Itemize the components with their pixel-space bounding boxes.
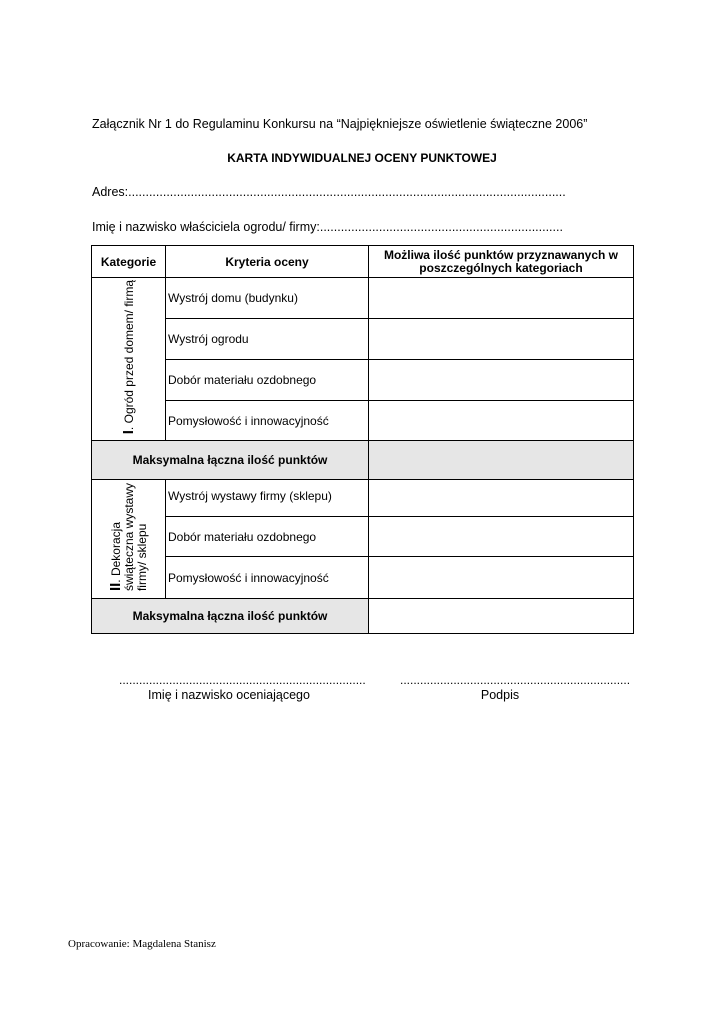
address-field: Adres:.............................................................................................................................. xyxy=(92,185,566,199)
summary-points-cell[interactable] xyxy=(369,441,634,480)
summary-label: Maksymalna łączna ilość punktów xyxy=(92,599,369,634)
signature-line: ..................................................................... xyxy=(400,673,631,687)
table-row xyxy=(92,319,634,360)
category-section-1 xyxy=(92,278,166,441)
table-row xyxy=(92,360,634,401)
header-criteria: Kryteria oceny xyxy=(166,246,369,278)
header-category: Kategorie xyxy=(92,246,166,278)
criteria-cell: Dobór materiału ozdobnego xyxy=(166,360,369,401)
points-cell[interactable] xyxy=(369,278,634,319)
criteria-cell: Wystrój ogrodu xyxy=(166,319,369,360)
criteria-cell: Wystrój domu (budynku) xyxy=(166,278,369,319)
summary-points-cell[interactable] xyxy=(369,599,634,634)
table-row xyxy=(92,278,634,319)
criteria-cell: Dobór materiału ozdobnego xyxy=(166,517,369,557)
points-cell[interactable] xyxy=(369,401,634,441)
document-title: KARTA INDYWIDUALNEJ OCENY PUNKTOWEJ xyxy=(227,151,497,165)
signature-label: Podpis xyxy=(480,688,520,702)
points-cell[interactable] xyxy=(369,319,634,360)
evaluation-table xyxy=(91,245,634,634)
points-cell[interactable] xyxy=(369,360,634,401)
owner-name-field: Imię i nazwisko właściciela ogrodu/ firmy:...................................................................... xyxy=(92,220,563,234)
points-cell[interactable] xyxy=(369,480,634,517)
evaluator-name-line: .......................................................................... xyxy=(119,673,366,687)
attachment-note: Załącznik Nr 1 do Regulaminu Konkursu na “Najpiękniejsze oświetlenie świąteczne 2006” xyxy=(92,117,588,131)
summary-label: Maksymalna łączna ilość punktów xyxy=(92,441,369,480)
category-section-2 xyxy=(92,480,166,599)
criteria-cell: Wystrój wystawy firmy (sklepu) xyxy=(166,480,369,517)
criteria-cell: Pomysłowość i innowacyjność xyxy=(166,557,369,599)
table-header-row xyxy=(92,246,634,278)
category-section-1-label: I. Ogród przed domem/ firmą xyxy=(119,280,137,435)
table-row xyxy=(92,480,634,517)
category-section-2-label: II. Dekoracja świąteczna wystawy firmy/ sklepu xyxy=(106,483,149,592)
table-row xyxy=(92,557,634,599)
points-cell[interactable] xyxy=(369,557,634,599)
summary-row xyxy=(92,599,634,634)
criteria-cell: Pomysłowość i innowacyjność xyxy=(166,401,369,441)
table-row xyxy=(92,401,634,441)
table-row xyxy=(92,517,634,557)
evaluator-name-label: Imię i nazwisko oceniającego xyxy=(148,688,310,702)
header-points: Możliwa ilość punktów przyznawanych w poszczególnych kategoriach xyxy=(369,246,634,278)
points-cell[interactable] xyxy=(369,517,634,557)
footer-author: Opracowanie: Magdalena Stanisz xyxy=(68,938,216,950)
summary-row xyxy=(92,441,634,480)
